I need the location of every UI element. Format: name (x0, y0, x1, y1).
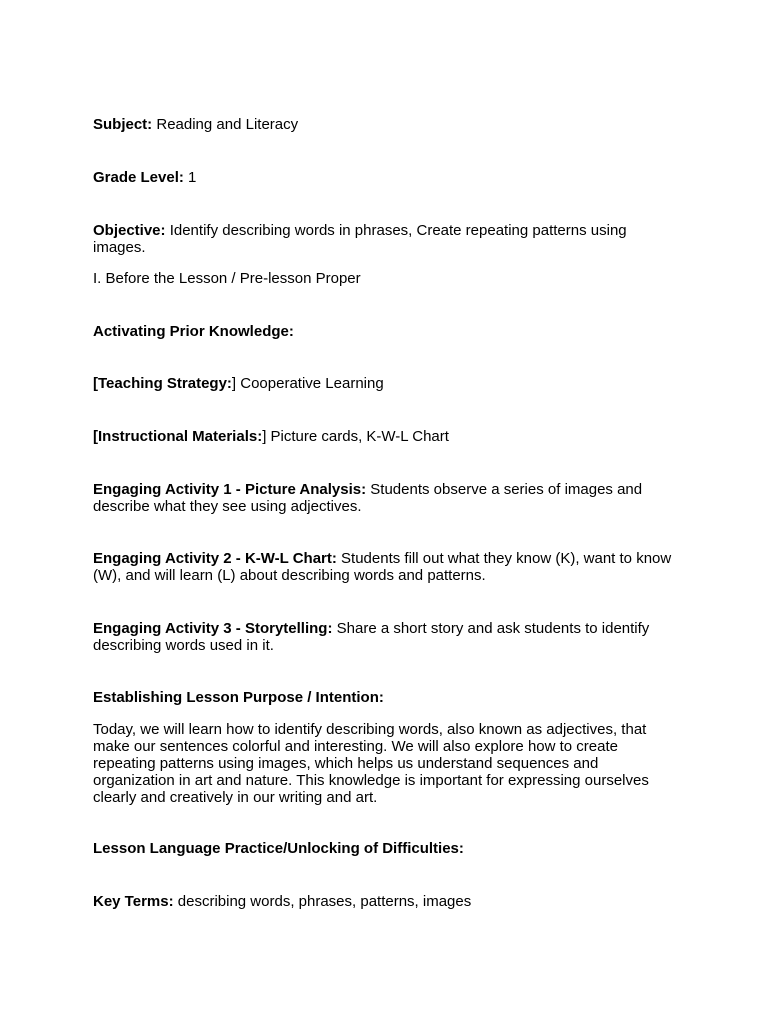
activity2-line (93, 550, 683, 584)
materials-value: ] Picture cards, K-W-L Chart (262, 428, 449, 445)
key-terms-line (93, 893, 683, 910)
activity1-line (93, 481, 683, 515)
purpose-heading-text: Establishing Lesson Purpose / Intention: (93, 689, 384, 706)
activity3-label: Engaging Activity 3 - Storytelling: (93, 620, 333, 637)
objective-line (93, 222, 683, 256)
purpose-paragraph: Today, we will learn how to identify describing words, also known as adjectives, that make our sentences colorful and interesting. We will also explore how to create repeating patterns using images, which helps us understand sequences and organization in art and nature. This knowledge is important for expressing ourselves clearly and creatively in our writing and art. (93, 721, 649, 806)
activity2-value: Students fill out what they know (K), want to know (W), and will learn (L) about describing words and patterns. (93, 550, 672, 584)
grade-label: Grade Level: (93, 169, 184, 186)
activity1-value: Students observe a series of images and describe what they see using adjectives. (93, 481, 643, 515)
section-before-lesson: I. Before the Lesson / Pre-lesson Proper (93, 270, 361, 287)
language-heading (93, 840, 683, 857)
grade-value: 1 (188, 169, 197, 186)
key-terms-label: Key Terms: (93, 893, 174, 910)
language-heading-text: Lesson Language Practice/Unlocking of Difficulties: (93, 840, 464, 857)
activating-heading-text: Activating Prior Knowledge: (93, 323, 294, 340)
materials-label: [Instructional Materials: (93, 428, 263, 445)
grade-line (93, 169, 683, 186)
activity1-label: Engaging Activity 1 - Picture Analysis: (93, 481, 367, 498)
key-terms-value: describing words, phrases, patterns, images (177, 893, 472, 910)
materials-line (93, 428, 683, 445)
strategy-label: [Teaching Strategy: (93, 375, 232, 392)
purpose-heading (93, 689, 683, 706)
subject-line (93, 116, 683, 133)
activity3-value: Share a short story and ask students to identify describing words used in it. (93, 620, 650, 654)
strategy-line (93, 375, 683, 392)
subject-value: Reading and Literacy (156, 116, 299, 133)
objective-label: Objective: (93, 222, 166, 239)
activating-heading (93, 323, 683, 340)
strategy-value: ] Cooperative Learning (231, 375, 384, 392)
objective-value: Identify describing words in phrases, Create repeating patterns using images. (93, 222, 627, 256)
activity2-label: Engaging Activity 2 - K-W-L Chart: (93, 550, 337, 567)
activity3-line (93, 620, 683, 654)
subject-label: Subject: (93, 116, 153, 133)
